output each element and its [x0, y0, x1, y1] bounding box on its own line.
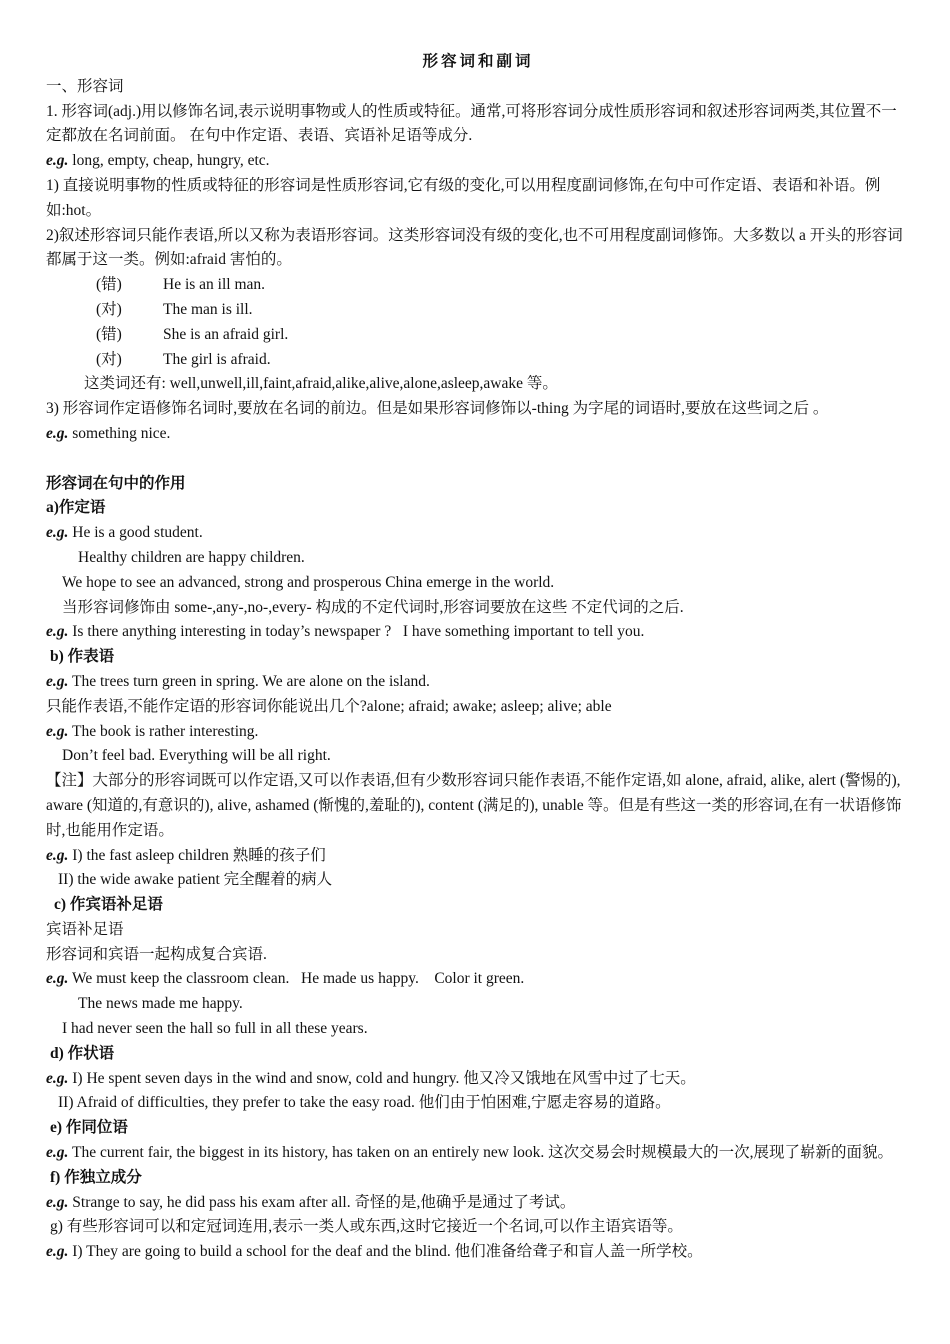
subheading-independent: f) 作独立成分: [50, 1168, 142, 1186]
eg-label: e.g.: [46, 1193, 69, 1211]
section-heading-adjectives: 一、形容词: [46, 77, 124, 95]
eg-label: e.g.: [46, 424, 69, 442]
example-text: Is there anything interesting in today’s newspaper ? I have something important to tell you.: [72, 623, 645, 641]
eg-label: e.g.: [46, 672, 69, 690]
subheading-attributive: a)作定语: [46, 499, 106, 517]
text-line: 宾语补足语: [46, 920, 124, 938]
example-pair: [46, 298, 910, 323]
example-text: I) the fast asleep children 熟睡的孩子们: [72, 846, 326, 864]
example-line: [46, 149, 910, 174]
example-line: [46, 1240, 910, 1265]
example-line: II) the wide awake patient 完全醒着的病人: [58, 871, 333, 889]
subheading-predicative: b) 作表语: [50, 648, 115, 666]
word-list-line: 这类词还有: well,unwell,ill,faint,afraid,alike,alive,alone,asleep,awake 等。: [84, 375, 558, 393]
example-text: We must keep the classroom clean. He made us happy. Color it green.: [72, 970, 525, 988]
paragraph-position: 3) 形容词作定语修饰名词时,要放在名词的前边。但是如果形容词修饰以-thing 为字尾的词语时,要放在这些词之后 。: [46, 400, 829, 418]
example-text: The current fair, the biggest in its history, has taken on an entirely new look. 这次交易会时规模最大的一次,展现了崭新的面貌。: [72, 1144, 894, 1162]
example-text: The book is rather interesting.: [72, 722, 259, 740]
eg-label: e.g.: [46, 722, 69, 740]
example-sentence: She is an afraid girl.: [163, 325, 289, 343]
note-paragraph: 【注】大部分的形容词既可以作定语,又可以作表语,但有少数形容词只能作表语,不能作定语,如 alone, afraid, alike, alert (警惕的), aware (知道的,有意识的), alive, ashamed (惭愧的,羞耻的), content (满足的), unable 等。但是有些这一类的形容词,在有一状语修饰时,也能用作定语。: [46, 772, 902, 839]
example-text: Strange to say, he did pass his exam after all. 奇怪的是,他确乎是通过了考试。: [72, 1193, 576, 1211]
example-line: [46, 844, 910, 869]
example-tag: (对): [96, 350, 122, 368]
page-title: 形容词和副词: [422, 53, 534, 70]
example-line: [46, 670, 910, 695]
example-tag: (错): [96, 276, 122, 294]
eg-label: e.g.: [46, 1144, 69, 1162]
example-text: The trees turn green in spring. We are alone on the island.: [72, 672, 430, 690]
example-text: He is a good student.: [72, 524, 203, 542]
example-pair: [46, 273, 910, 298]
example-tag: (错): [96, 325, 122, 343]
eg-label: e.g.: [46, 1243, 69, 1261]
example-text: I) They are going to build a school for the deaf and the blind. 他们准备给聋子和盲人盖一所学校。: [72, 1243, 703, 1261]
example-line: [46, 422, 910, 447]
example-line: [46, 1067, 910, 1092]
example-line: The news made me happy.: [78, 995, 243, 1013]
example-line: Don’t feel bad. Everything will be all right.: [62, 747, 331, 765]
eg-label: e.g.: [46, 1069, 69, 1087]
section-heading-functions: 形容词在句中的作用: [46, 474, 186, 492]
example-line: [46, 720, 910, 745]
example-line: [46, 521, 910, 546]
example-text: I) He spent seven days in the wind and snow, cold and hungry. 他又冷又饿地在风雪中过了七天。: [72, 1069, 696, 1087]
example-sentence: He is an ill man.: [163, 276, 266, 294]
eg-label: e.g.: [46, 846, 69, 864]
text-line: 形容词和宾语一起构成复合宾语.: [46, 945, 267, 963]
example-line: [46, 1191, 910, 1216]
paragraph-predicative: 2)叙述形容词只能作表语,所以又称为表语形容词。这类形容词没有级的变化,也不可用程度副词修饰。大多数以 a 开头的形容词都属于这一类。例如:afraid 害怕的。: [46, 226, 903, 269]
paragraph-qualitative: 1) 直接说明事物的性质或特征的形容词是性质形容词,它有级的变化,可以用程度副词修饰,在句中可作定语、表语和补语。例如:hot。: [46, 176, 881, 219]
text-line: g) 有些形容词可以和定冠词连用,表示一类人或东西,这时它接近一个名词,可以作主语宾语等。: [50, 1218, 683, 1236]
example-line: [46, 620, 910, 645]
example-line: Healthy children are happy children.: [78, 548, 305, 566]
eg-label: e.g.: [46, 623, 69, 641]
example-line: I had never seen the hall so full in all these years.: [62, 1020, 368, 1038]
example-sentence: The girl is afraid.: [163, 350, 271, 368]
paragraph-definition: 1. 形容词(adj.)用以修饰名词,表示说明事物或人的性质或特征。通常,可将形容词分成性质形容词和叙述形容词两类,其位置不一定都放在名词前面。 在句中作定语、表语、宾语补足语等成分.: [46, 102, 897, 145]
example-line: We hope to see an advanced, strong and prosperous China emerge in the world.: [62, 573, 555, 591]
eg-label: e.g.: [46, 970, 69, 988]
example-text: long, empty, cheap, hungry, etc.: [72, 152, 270, 170]
example-line: [46, 967, 910, 992]
example-tag: (对): [96, 300, 122, 318]
example-pair: [46, 323, 910, 348]
question-line: 只能作表语,不能作定语的形容词你能说出几个?alone; afraid; awake; asleep; alive; able: [46, 697, 612, 715]
example-sentence: The man is ill.: [163, 300, 253, 318]
subheading-adverbial: d) 作状语: [50, 1044, 115, 1062]
eg-label: e.g.: [46, 152, 69, 170]
subheading-appositive: e) 作同位语: [50, 1119, 128, 1137]
note-line: 当形容词修饰由 some-,any-,no-,every- 构成的不定代词时,形容词要放在这些 不定代词的之后.: [62, 598, 684, 616]
example-line: II) Afraid of difficulties, they prefer to take the easy road. 他们由于怕困难,宁愿走容易的道路。: [58, 1094, 671, 1112]
spacer: [46, 447, 910, 472]
example-paragraph: [46, 1141, 910, 1166]
eg-label: e.g.: [46, 524, 69, 542]
subheading-object-complement: c) 作宾语补足语: [54, 896, 163, 914]
example-pair: [46, 348, 910, 373]
example-text: something nice.: [72, 424, 171, 442]
